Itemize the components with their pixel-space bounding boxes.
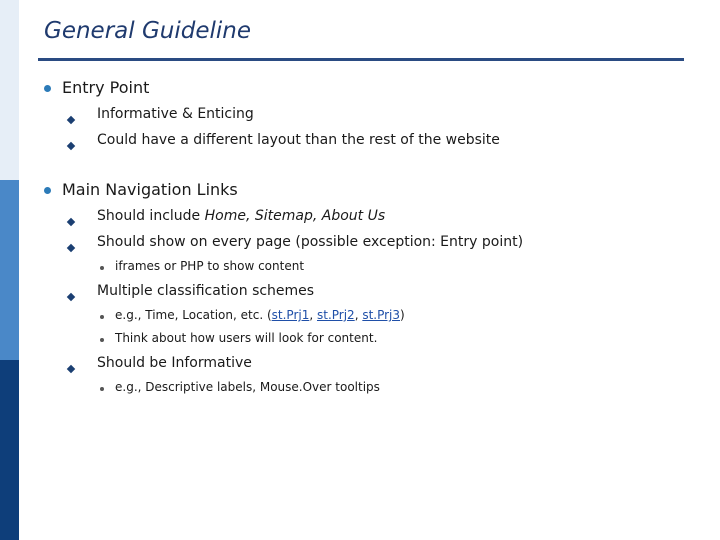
item-emphasis: Home, Sitemap, About Us	[204, 208, 386, 224]
diamond-bullet-icon	[67, 116, 75, 124]
list-item	[97, 208, 385, 224]
diamond-bullet-icon	[67, 244, 75, 252]
small-bullet-icon	[100, 338, 104, 342]
link-separator: ,	[354, 308, 363, 322]
accent-band-top	[0, 0, 19, 180]
section-heading-main-navigation: Main Navigation Links	[62, 180, 238, 199]
title-divider	[38, 58, 684, 61]
item-text: Should include	[97, 208, 205, 224]
diamond-bullet-icon	[67, 218, 75, 226]
small-bullet-icon	[100, 266, 104, 270]
sub-list-item: e.g., Descriptive labels, Mouse.Over tooltips	[115, 380, 380, 394]
list-item: Should show on every page (possible exception: Entry point)	[97, 234, 524, 250]
link-separator: ,	[309, 308, 317, 322]
accent-band-middle	[0, 180, 19, 360]
page-title: General Guideline	[44, 18, 251, 44]
sub-list-item	[115, 308, 405, 322]
small-bullet-icon	[100, 315, 104, 319]
list-item: Should be Informative	[97, 355, 252, 371]
section-heading-entry-point: Entry Point	[62, 78, 150, 97]
link-st-prj3[interactable]: st.Prj3	[362, 308, 401, 322]
diamond-bullet-icon	[67, 142, 75, 150]
accent-band-bottom	[0, 360, 19, 540]
bullet-dot-icon	[44, 85, 51, 92]
sub-list-item: Think about how users will look for content.	[115, 331, 378, 345]
sub-item-text-end: )	[400, 308, 405, 322]
bullet-dot-icon	[44, 187, 51, 194]
list-item: Informative & Enticing	[97, 106, 254, 122]
list-item: Multiple classification schemes	[97, 283, 315, 299]
link-st-prj1[interactable]: st.Prj1	[271, 308, 310, 322]
diamond-bullet-icon	[67, 293, 75, 301]
small-bullet-icon	[100, 387, 104, 391]
link-st-prj2[interactable]: st.Prj2	[316, 308, 355, 322]
list-item: Could have a different layout than the rest of the website	[97, 132, 500, 148]
sub-list-item: iframes or PHP to show content	[115, 259, 305, 273]
sub-item-text: e.g., Time, Location, etc. (	[115, 308, 272, 322]
diamond-bullet-icon	[67, 365, 75, 373]
